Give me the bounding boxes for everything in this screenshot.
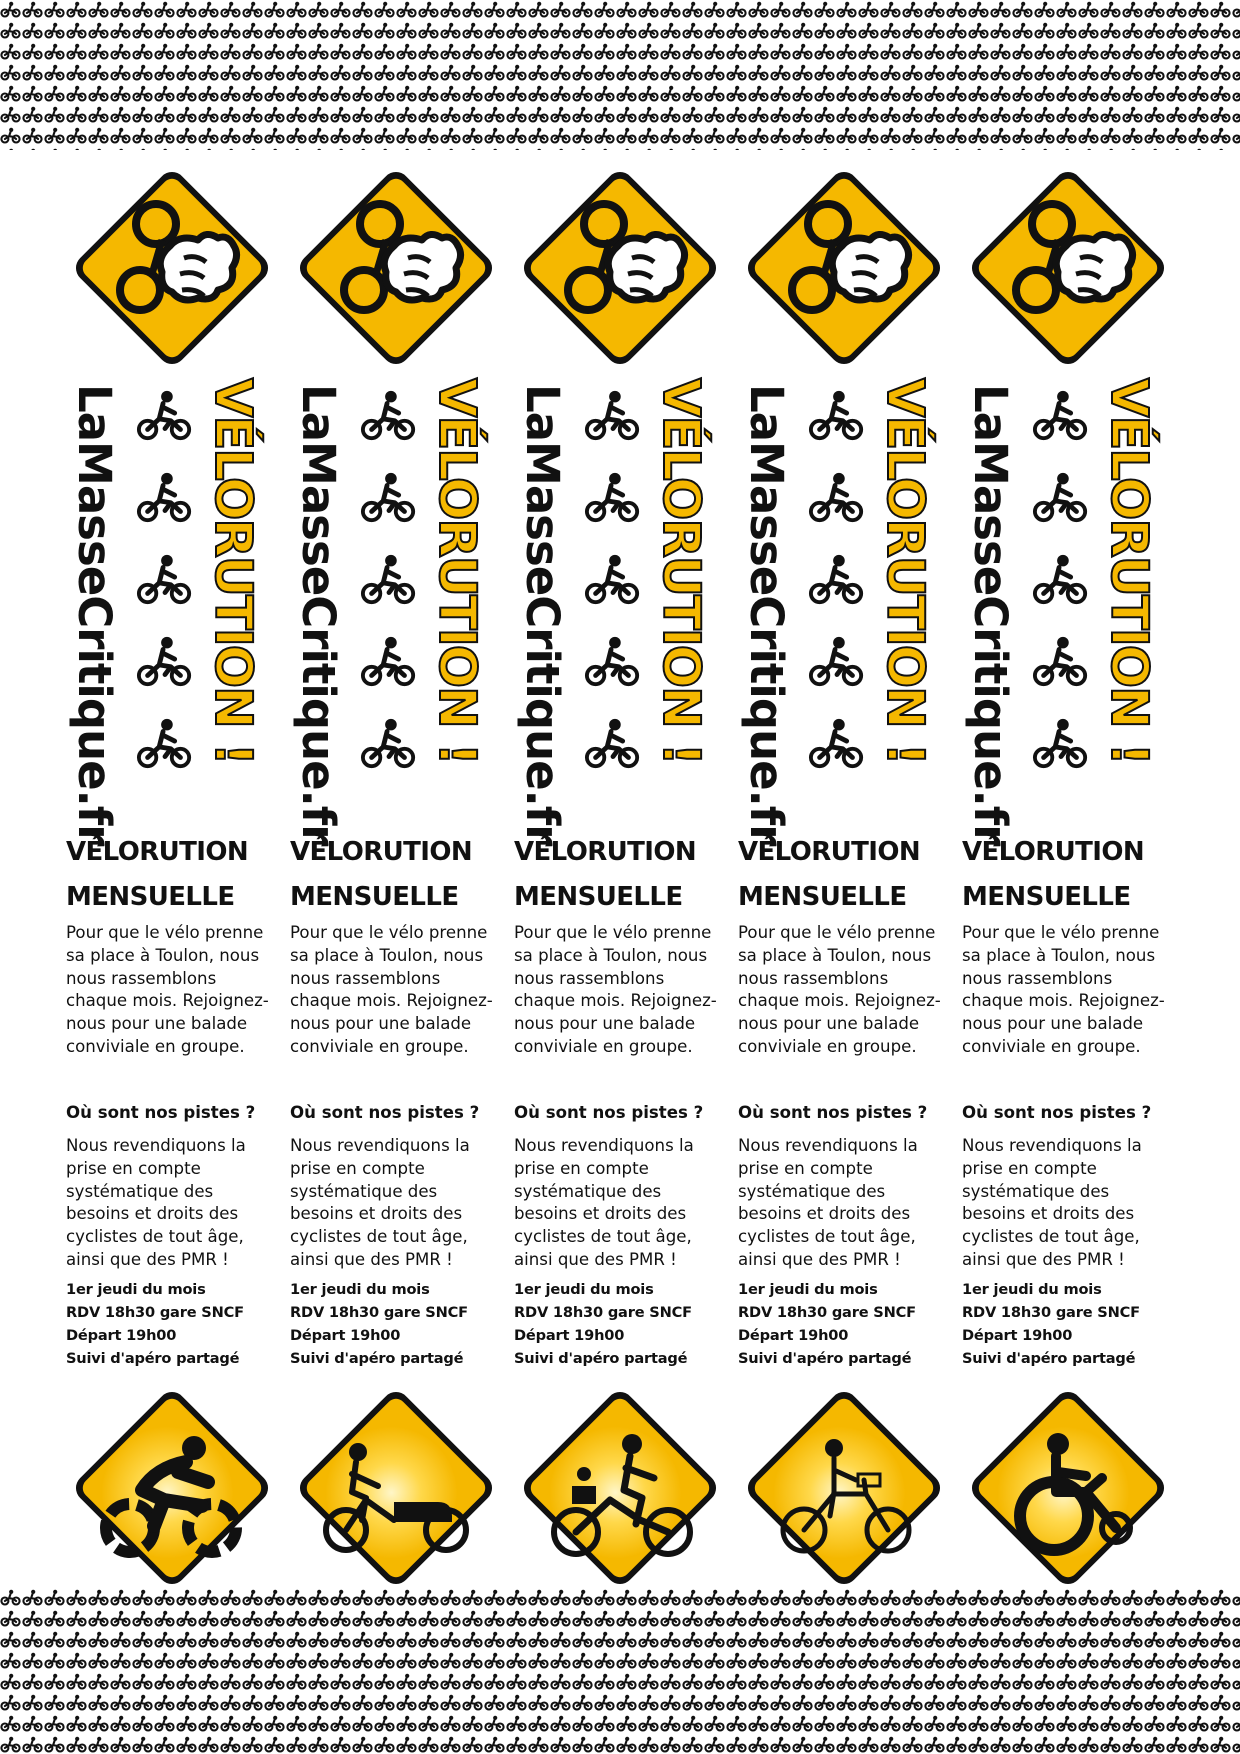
info-meeting: RDV 18h30 gare SNCF — [514, 1304, 692, 1321]
cyclist-icons — [806, 386, 870, 786]
event-info — [514, 1278, 734, 1370]
site-url: LaMasseCritique.fr — [516, 384, 569, 846]
info-departure: Départ 19h00 — [66, 1327, 177, 1344]
top-warning-sign — [962, 162, 1174, 374]
demand-text: Nous revendiquons la prise en compte systématique des besoins et droits des cyclistes de tout âge, ainsi que des PMR ! — [514, 1136, 694, 1269]
info-aperitif: Suivi d'apéro partagé — [962, 1350, 1136, 1367]
info-day: 1er jeudi du mois — [290, 1281, 430, 1298]
flyer-column-4 — [738, 0, 962, 1754]
info-meeting: RDV 18h30 gare SNCF — [66, 1304, 244, 1321]
cycling-fist-icon — [290, 162, 502, 374]
intro-text: Pour que le vélo prenne sa place à Toulon, nous nous rassemblons chaque mois. Rejoignez-nous pour une balade conviviale en groupe. — [290, 923, 493, 1056]
city-bike-basket-icon — [738, 1382, 950, 1594]
cyclist-icons — [1030, 386, 1094, 786]
info-meeting: RDV 18h30 gare SNCF — [738, 1304, 916, 1321]
question-heading: Où sont nos pistes ? — [962, 1103, 1152, 1122]
info-departure: Départ 19h00 — [290, 1327, 401, 1344]
info-meeting: RDV 18h30 gare SNCF — [962, 1304, 1140, 1321]
info-aperitif: Suivi d'apéro partagé — [290, 1350, 464, 1367]
cyclist-icons — [134, 386, 198, 786]
cycling-fist-icon — [962, 162, 1174, 374]
event-info — [290, 1278, 510, 1370]
site-url: LaMasseCritique.fr — [292, 384, 345, 846]
demand-text: Nous revendiquons la prise en compte systématique des besoins et droits des cyclistes de tout âge, ainsi que des PMR ! — [290, 1136, 470, 1269]
info-day: 1er jeudi du mois — [738, 1281, 878, 1298]
heading-line-1: VÉLORUTION — [66, 837, 249, 867]
event-info — [738, 1278, 958, 1370]
cargo-bike-icon — [290, 1382, 502, 1594]
flyer-column-3 — [514, 0, 738, 1754]
info-aperitif: Suivi d'apéro partagé — [66, 1350, 240, 1367]
heading-line-2: MENSUELLE — [962, 882, 1131, 912]
intro-text: Pour que le vélo prenne sa place à Toulon, nous nous rassemblons chaque mois. Rejoignez-nous pour une balade conviviale en groupe. — [514, 923, 717, 1056]
info-day: 1er jeudi du mois — [514, 1281, 654, 1298]
velorution-vertical-title: VÉLORUTION ! — [427, 378, 486, 764]
heading-line-2: MENSUELLE — [738, 882, 907, 912]
info-meeting: RDV 18h30 gare SNCF — [290, 1304, 468, 1321]
heading-line-1: VÉLORUTION — [290, 837, 473, 867]
info-day: 1er jeudi du mois — [66, 1281, 206, 1298]
heading-line-1: VÉLORUTION — [514, 837, 697, 867]
demand-text: Nous revendiquons la prise en compte systématique des besoins et droits des cyclistes de tout âge, ainsi que des PMR ! — [962, 1136, 1142, 1269]
velorution-vertical-title: VÉLORUTION ! — [1099, 378, 1158, 764]
velorution-vertical-title: VÉLORUTION ! — [875, 378, 934, 764]
top-warning-sign — [290, 162, 502, 374]
question-heading: Où sont nos pistes ? — [66, 1103, 256, 1122]
bottom-bike-pattern — [0, 1588, 1240, 1754]
bottom-warning-sign — [514, 1382, 726, 1594]
heading-line-2: MENSUELLE — [290, 882, 459, 912]
bottom-warning-sign — [738, 1382, 950, 1594]
info-departure: Départ 19h00 — [962, 1327, 1073, 1344]
question-heading: Où sont nos pistes ? — [290, 1103, 480, 1122]
flyer-column-1 — [66, 0, 290, 1754]
cyclist-icons — [358, 386, 422, 786]
event-info — [962, 1278, 1182, 1370]
parent-child-bike-icon — [514, 1382, 726, 1594]
bottom-warning-sign — [290, 1382, 502, 1594]
event-info — [66, 1278, 286, 1370]
question-heading: Où sont nos pistes ? — [738, 1103, 928, 1122]
intro-text: Pour que le vélo prenne sa place à Toulon, nous nous rassemblons chaque mois. Rejoignez-nous pour une balade conviviale en groupe. — [738, 923, 941, 1056]
site-url: LaMasseCritique.fr — [68, 384, 121, 846]
event-heading — [66, 830, 296, 920]
velorution-vertical-title: VÉLORUTION ! — [203, 378, 262, 764]
event-heading — [290, 830, 520, 920]
site-url: LaMasseCritique.fr — [740, 384, 793, 846]
bottom-warning-sign — [962, 1382, 1174, 1594]
heading-line-1: VÉLORUTION — [962, 837, 1145, 867]
cycling-fist-icon — [738, 162, 950, 374]
info-aperitif: Suivi d'apéro partagé — [738, 1350, 912, 1367]
event-heading — [962, 830, 1192, 920]
info-day: 1er jeudi du mois — [962, 1281, 1102, 1298]
intro-text: Pour que le vélo prenne sa place à Toulon, nous nous rassemblons chaque mois. Rejoignez-nous pour une balade conviviale en groupe. — [66, 923, 269, 1056]
bottom-warning-sign — [66, 1382, 278, 1594]
flyer-column-2 — [290, 0, 514, 1754]
demand-text: Nous revendiquons la prise en compte systématique des besoins et droits des cyclistes de tout âge, ainsi que des PMR ! — [66, 1136, 246, 1269]
event-heading — [514, 830, 744, 920]
event-heading — [738, 830, 968, 920]
top-warning-sign — [66, 162, 278, 374]
question-heading: Où sont nos pistes ? — [514, 1103, 704, 1122]
flyer-column-5 — [962, 0, 1186, 1754]
demand-text: Nous revendiquons la prise en compte systématique des besoins et droits des cyclistes de tout âge, ainsi que des PMR ! — [738, 1136, 918, 1269]
top-warning-sign — [738, 162, 950, 374]
velorution-vertical-title: VÉLORUTION ! — [651, 378, 710, 764]
info-departure: Départ 19h00 — [738, 1327, 849, 1344]
heading-line-2: MENSUELLE — [514, 882, 683, 912]
cycling-fist-icon — [66, 162, 278, 374]
info-aperitif: Suivi d'apéro partagé — [514, 1350, 688, 1367]
intro-text: Pour que le vélo prenne sa place à Toulon, nous nous rassemblons chaque mois. Rejoignez-nous pour une balade conviviale en groupe. — [962, 923, 1165, 1056]
top-warning-sign — [514, 162, 726, 374]
cycling-fist-icon — [514, 162, 726, 374]
racing-cyclist-icon — [66, 1382, 278, 1594]
site-url: LaMasseCritique.fr — [964, 384, 1017, 846]
info-departure: Départ 19h00 — [514, 1327, 625, 1344]
wheelchair-handbike-icon — [962, 1382, 1174, 1594]
heading-line-1: VÉLORUTION — [738, 837, 921, 867]
cyclist-icons — [582, 386, 646, 786]
heading-line-2: MENSUELLE — [66, 882, 235, 912]
